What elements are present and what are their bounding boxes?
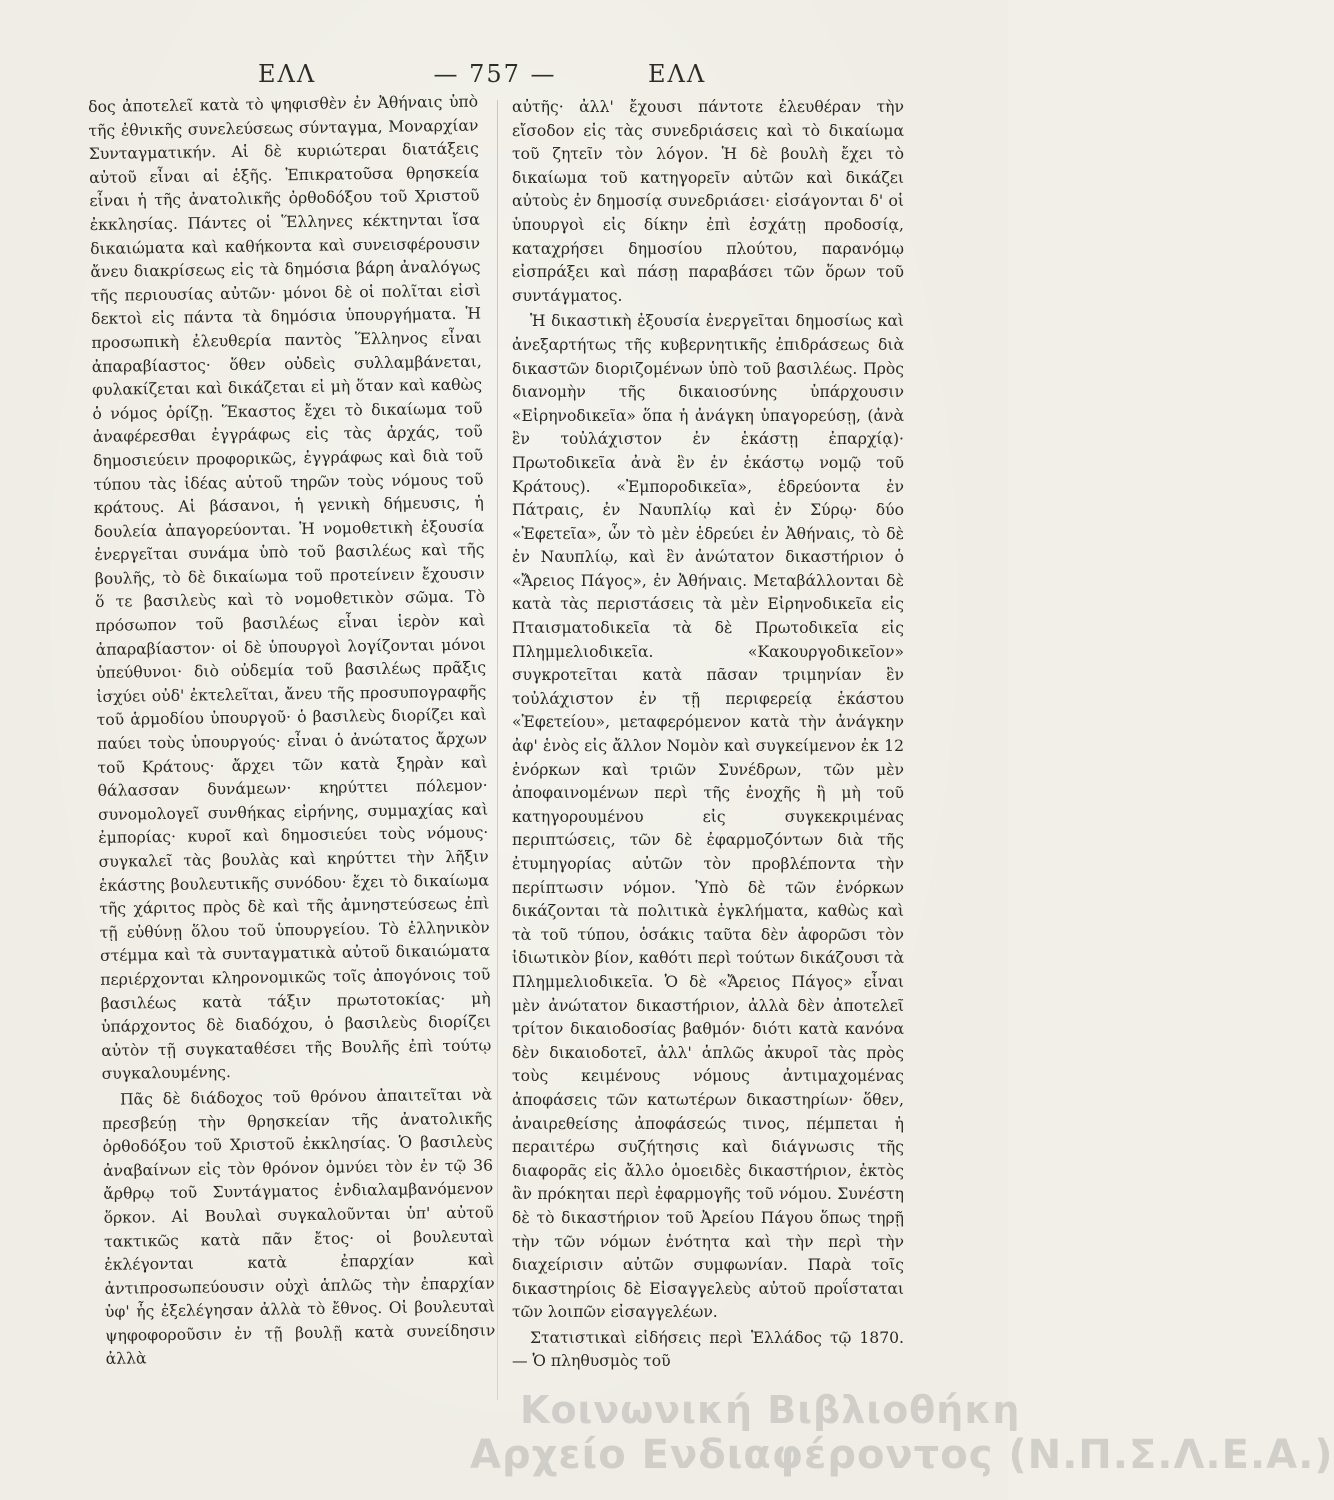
left-paragraph-1: δος ἀποτελεῖ κατὰ τὸ ψηφισθὲν ἐν Ἀθήναις ὑπὸ τῆς ἐθνικῆς συνελεύσεως σύνταγμα, Μοναρχίαν Συνταγματικήν. Αἱ δὲ κυριώτεραι διατάξεις αὐτοῦ εἶναι αἱ ἑξῆς. Ἐπικρατοῦσα θρησκεία εἶναι ἡ τῆς ἀνατολικῆς ὀρθοδόξου τοῦ Χριστοῦ ἐκκλησίας. Πάντες οἱ Ἕλληνες κέκτηνται ἴσα δικαιώματα καὶ καθήκοντα καὶ συνεισφέρουσιν ἄνευ διακρίσεως εἰς τὰ δημόσια βάρη ἀναλόγως τῆς περιουσίας αὐτῶν· μόνοι δὲ οἱ πολῖται εἰσὶ δεκτοὶ εἰς πάντα τὰ δημόσια ὑπουργήματα. Ἡ προσωπικὴ ἐλευθερία παντὸς Ἕλληνος εἶναι ἀπαραβίαστος· ὅθεν οὐδεὶς συλλαμβάνεται, φυλακίζεται καὶ δικάζεται εἰ μὴ ὅταν καὶ καθὼς ὁ νόμος ὁρίζῃ. Ἕκαστος ἔχει τὸ δικαίωμα τοῦ ἀναφέρεσθαι ἐγγράφως εἰς τὰς ἀρχάς, τοῦ δημοσιεύειν προφορικῶς, ἐγγράφως καὶ διὰ τοῦ τύπου τὰς ἰδέας αὐτοῦ τηρῶν τοὺς νόμους τοῦ κράτους. Αἱ βάσανοι, ἡ γενικὴ δήμευσις, ἡ δουλεία ἀπαγορεύονται. Ἡ νομοθετικὴ ἐξουσία ἐνεργεῖται συνάμα ὑπὸ τοῦ βασιλέως καὶ τῆς βουλῆς, τὸ δὲ δικαίωμα τοῦ προτείνειν ἔχουσιν ὅ τε βασιλεὺς καὶ τὸ νομοθετικὸν σῶμα. Τὸ πρόσωπον τοῦ βασιλέως εἶναι ἱερὸν καὶ ἀπαραβίαστον· οἱ δὲ ὑπουργοὶ λογίζονται μόνοι ὑπεύθυνοι· διὸ οὐδεμία τοῦ βασιλέως πρᾶξις ἰσχύει οὐδ' ἐκτελεῖται, ἄνευ τῆς προσυπογραφῆς τοῦ ἁρμοδίου ὑπουργοῦ· ὁ βασιλεὺς διορίζει καὶ παύει τοὺς ὑπουργούς· εἶναι ὁ ἀνώτατος ἄρχων τοῦ Κράτους· ἄρχει τῶν κατὰ ξηρὰν καὶ θάλασσαν δυνάμεων· κηρύττει πόλεμον· συνομολογεῖ συνθήκας εἰρήνης, συμμαχίας καὶ ἐμπορίας· κυροῖ καὶ δημοσιεύει τοὺς νόμους· συγκαλεῖ τὰς βουλὰς καὶ κηρύττει τὴν λῆξιν ἑκάστης βουλευτικῆς συνόδου· ἔχει τὸ δικαίωμα τῆς χάριτος πρὸς δὲ καὶ τῆς ἀμνηστεύσεως ἐπὶ τῇ εὐθύνῃ ὅλου τοῦ ὑπουργείου. Τὸ ἑλληνικὸν στέμμα καὶ τὰ συνταγματικὰ αὐτοῦ δικαιώματα περιέρχονται κληρονομικῶς τοῖς ἀπογόνοις τοῦ βασιλέως κατὰ τάξιν πρωτοτοκίας· μὴ ὑπάρχοντος δὲ διαδόχου, ὁ βασιλεὺς διορίζει αὐτὸν τῇ συγκαταθέσει τῆς Βουλῆς ἐπὶ τούτῳ συγκαλουμένης.: [88, 92, 492, 1084]
library-watermark-line2: Αρχείο Ενδιαφέροντος (Ν.Π.Σ.Λ.Ε.Α.): [470, 1432, 1334, 1478]
left-column: [88, 91, 496, 1372]
page-number: — 757 —: [433, 60, 557, 88]
header-left-word: ΕΛΛ: [258, 60, 317, 88]
right-paragraph-2: Ἡ δικαστικὴ ἐξουσία ἐνεργεῖται δημοσίως καὶ ἀνεξαρτήτως τῆς κυβερνητικῆς ἐπιδράσεως διὰ δικαστῶν διοριζομένων ὑπὸ τοῦ βασιλέως. Πρὸς διανομὴν τῆς δικαιοσύνης ὑπάρχουσιν «Εἰρηνοδικεῖα» ὅπα ἡ ἀνάγκη ὑπαγορεύσῃ, (ἀνὰ ἓν τοὐλάχιστον ἐν ἑκάστῃ ἐπαρχίᾳ)· Πρωτοδικεῖα ἀνὰ ἓν ἐν ἑκάστῳ νομῷ τοῦ Κράτους). «Ἐμποροδικεῖα», ἑδρεύοντα ἐν Πάτραις, ἐν Ναυπλίῳ καὶ ἐν Σύρῳ· δύο «Ἐφετεῖα», ὧν τὸ μὲν ἑδρεύει ἐν Ἀθήναις, τὸ δὲ ἐν Ναυπλίῳ, καὶ ἓν ἀνώτατον δικαστήριον ὁ «Ἄρειος Πάγος», ἐν Ἀθήναις. Μεταβάλλονται δὲ κατὰ τὰς περιστάσεις τὰ μὲν Εἰρηνοδικεῖα εἰς Πταισματοδικεῖα τὰ δὲ Πρωτοδικεῖα εἰς Πλημμελιοδικεῖα. «Κακουργοδικεῖον» συγκροτεῖται κατὰ πᾶσαν τριμηνίαν ἓν τοὐλάχιστον ἐν τῇ περιφερείᾳ ἑκάστου «Ἐφετείου», μεταφερόμενον κατὰ τὴν ἀνάγκην ἀφ' ἑνὸς εἰς ἄλλον Νομὸν καὶ συγκείμενον ἐκ 12 ἐνόρκων καὶ τριῶν Συνέδρων, τῶν μὲν ἀποφαινομένων περὶ τῆς ἐνοχῆς ἢ μὴ τοῦ κατηγορουμένου εἰς συγκεκριμένας περιπτώσεις, τῶν δὲ ἐφαρμοζόντων διὰ τῆς ἐτυμηγορίας αὐτῶν τὸν προβλέποντα τὴν περίπτωσιν νόμον. Ὑπὸ δὲ τῶν ἐνόρκων δικάζονται τὰ πολιτικὰ ἐγκλήματα, καθὼς καὶ τὰ τοῦ τύπου, ὁσάκις ταῦτα δὲν ἀφορῶσι τὸν ἰδιωτικὸν βίον, καθότι περὶ τούτων δικάζουσι τὰ Πλημμελιοδικεῖα. Ὁ δὲ «Ἄρειος Πάγος» εἶναι μὲν ἀνώτατον δικαστήριον, ἀλλὰ δὲν ἀποτελεῖ τρίτον δικαιοδοσίας βαθμόν· διότι κατὰ κανόνα δὲν δικαιοδοτεῖ, ἀλλ' ἁπλῶς ἀκυροῖ τὰς πρὸς τοὺς κειμένους νόμους ἀντιμαχομένας ἀποφάσεις τῶν κατωτέρων δικαστηρίων· ὅθεν, ἀναιρεθείσης ἀποφάσεώς τινος, πέμπεται ἡ περαιτέρω συζήτησις καὶ διάγνωσις τῆς διαφορᾶς εἰς ἄλλο ὁμοειδὲς δικαστήριον, ἐκτὸς ἂν πρόκηται περὶ ἐφαρμογῆς τοῦ νόμου. Συνέστη δὲ τὸ δικαστήριον τοῦ Ἀρείου Πάγου ὅπως τηρῇ τὴν τῶν νόμων ἑνότητα καὶ τὴν περὶ τὴν διαχείρισιν αὐτῶν συμφωνίαν. Παρὰ τοῖς δικαστηρίοις δὲ Εἰσαγγελεὺς αὐτοῦ προΐσταται τῶν λοιπῶν εἰσαγγελέων.: [512, 312, 904, 1322]
right-column: [512, 96, 904, 1374]
page-header: [0, 60, 1008, 100]
header-right-word: ΕΛΛ: [648, 60, 707, 88]
library-watermark-line1: Κοινωνική Βιβλιοθήκη: [520, 1388, 1021, 1432]
column-divider: [497, 100, 498, 1400]
right-paragraph-3: Στατιστικαὶ εἰδήσεις περὶ Ἑλλάδος τῷ 1870. — Ὁ πληθυσμὸς τοῦ: [512, 1328, 904, 1371]
left-paragraph-2: Πᾶς δὲ διάδοχος τοῦ θρόνου ἀπαιτεῖται νὰ πρεσβεύῃ τὴν θρησκείαν τῆς ἀνατολικῆς ὀρθοδόξου τοῦ Χριστοῦ ἐκκλησίας. Ὁ βασιλεὺς ἀναβαίνων εἰς τὸν θρόνον ὀμνύει τὸν ἐν τῷ 36 ἄρθρῳ τοῦ Συντάγματος ἐνδιαλαμβανόμενον ὅρκον. Αἱ Βουλαὶ συγκαλοῦνται ὑπ' αὐτοῦ τακτικῶς κατὰ πᾶν ἔτος· οἱ βουλευταὶ ἐκλέγονται κατὰ ἐπαρχίαν καὶ ἀντιπροσωπεύουσιν οὐχὶ ἁπλῶς τὴν ἐπαρχίαν ὑφ' ἧς ἐξελέγησαν ἀλλὰ τὸ ἔθνος. Οἱ βουλευταὶ ψηφοφοροῦσιν ἐν τῇ βουλῇ κατὰ συνείδησιν ἀλλὰ: [102, 1085, 496, 1369]
right-paragraph-1: αὐτῆς· ἀλλ' ἔχουσι πάντοτε ἐλευθέραν τὴν εἴσοδον εἰς τὰς συνεδριάσεις καὶ τὸ δικαίωμα τοῦ ζητεῖν τὸν λόγον. Ἡ δὲ βουλὴ ἔχει τὸ δικαίωμα τοῦ κατηγορεῖν αὐτῶν καὶ δικάζει αὐτοὺς ἐν δημοσίᾳ συνεδριάσει· εἰσάγονται δ' οἱ ὑπουργοὶ εἰς δίκην ἐπὶ ἐσχάτῃ προδοσίᾳ, καταχρήσει δημοσίου πλούτου, παρανόμῳ εἰσπράξει καὶ πάσῃ παραβάσει τῶν ὅρων τοῦ συντάγματος.: [512, 98, 904, 305]
